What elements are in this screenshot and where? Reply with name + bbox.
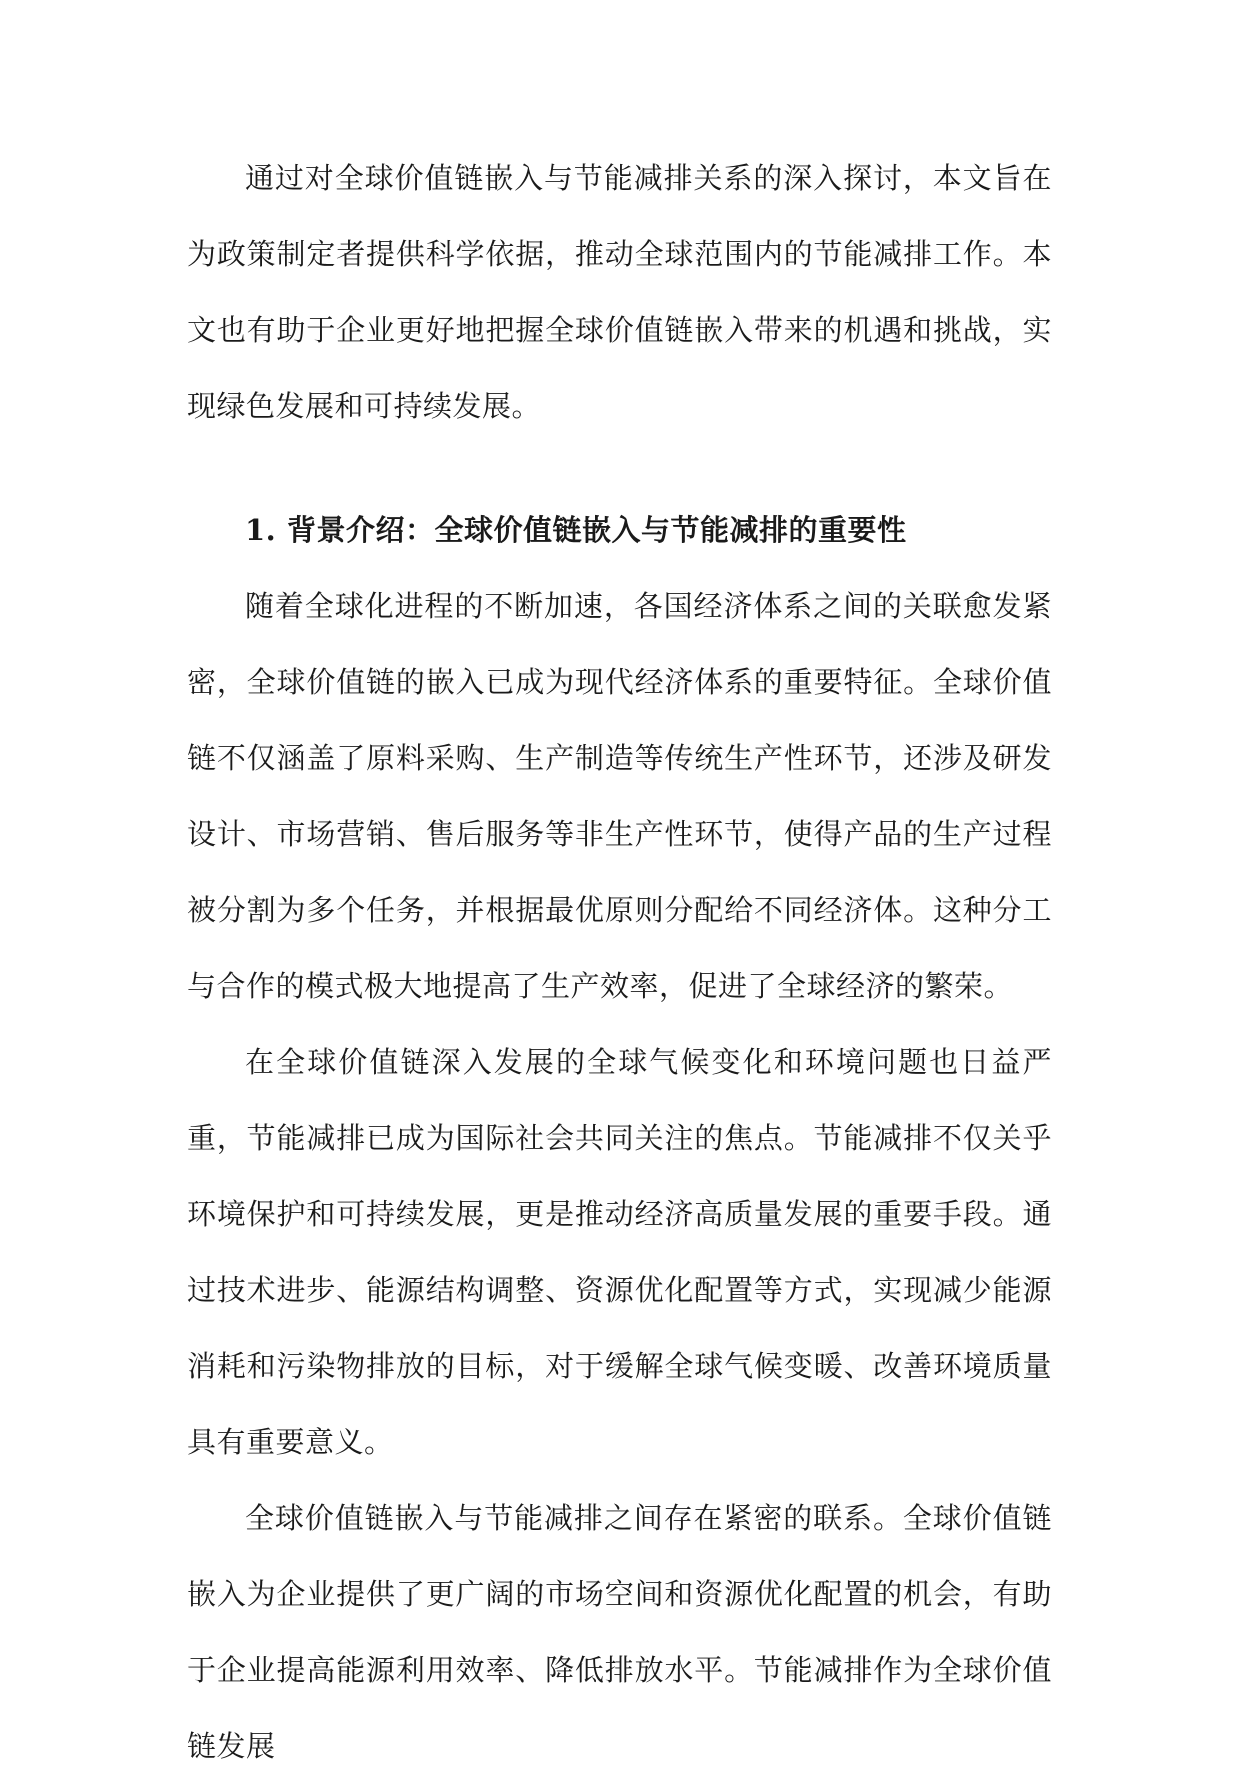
body-paragraph-2: 在全球价值链深入发展的全球气候变化和环境问题也日益严重，节能减排已成为国际社会共同关注的焦点。节能减排不仅关乎环境保护和可持续发展，更是推动经济高质量发展的重要手段。通过技术进步、能源结构调整、资源优化配置等方式，实现减少能源消耗和污染物排放的目标，对于缓解全球气候变暖、改善环境质量具有重要意义。 [187, 1045, 1052, 1459]
section-heading [245, 492, 1052, 568]
intro-paragraph: 通过对全球价值链嵌入与节能减排关系的深入探讨，本文旨在为政策制定者提供科学依据，推动全球范围内的节能减排工作。本文也有助于企业更好地把握全球价值链嵌入带来的机遇和挑战，实现绿色发展和可持续发展。 [187, 161, 1052, 423]
body-paragraph-1: 随着全球化进程的不断加速，各国经济体系之间的关联愈发紧密，全球价值链的嵌入已成为现代经济体系的重要特征。全球价值链不仅涵盖了原料采购、生产制造等传统生产性环节，还涉及研发设计、市场营销、售后服务等非生产性环节，使得产品的生产过程被分割为多个任务，并根据最优原则分配给不同经济体。这种分工与合作的模式极大地提高了生产效率，促进了全球经济的繁荣。 [187, 589, 1052, 1003]
document-page [187, 140, 1052, 1784]
body-paragraph-3: 全球价值链嵌入与节能减排之间存在紧密的联系。全球价值链嵌入为企业提供了更广阔的市场空间和资源优化配置的机会，有助于企业提高能源利用效率、降低排放水平。节能减排作为全球价值链发展 [187, 1501, 1052, 1763]
section-title: 背景介绍：全球价值链嵌入与节能减排的重要性 [287, 513, 907, 547]
section-number: 1. [245, 513, 277, 547]
